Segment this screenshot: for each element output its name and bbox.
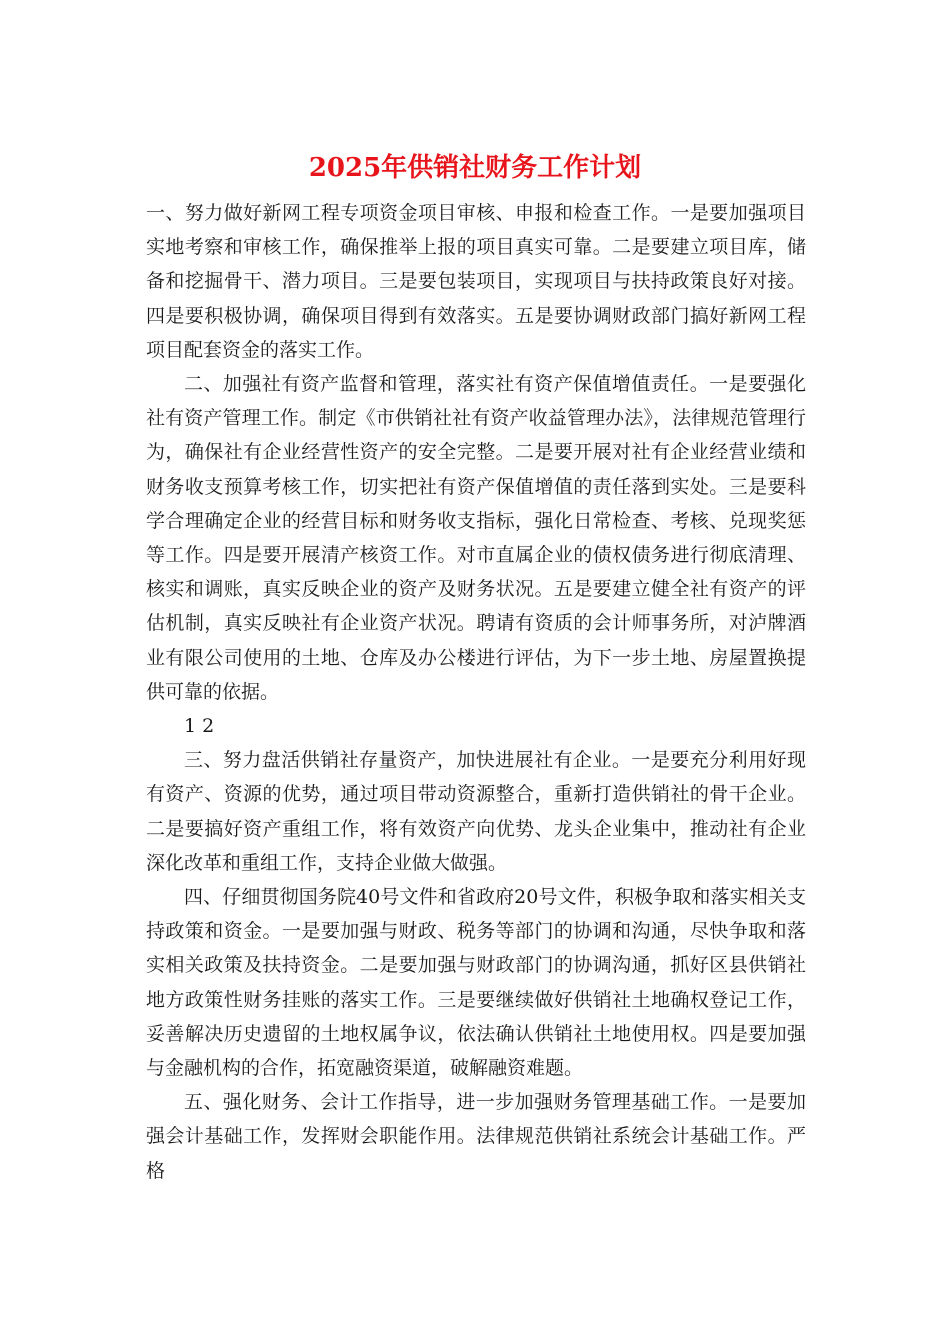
document-body [146, 196, 806, 1188]
paragraph-3: 三、努力盘活供销社存量资产，加快进展社有企业。一是要充分利用好现有资产、资源的优势，通过项目带动资源整合，重新打造供销社的骨干企业。二是要搞好资产重组工作，将有效资产向优势、龙头企业集中，推动社有企业深化改革和重组工作，支持企业做大做强。 [146, 749, 806, 874]
page-number-marker: 1 2 [184, 715, 215, 738]
paragraph-5: 五、强化财务、会计工作指导，进一步加强财务管理基础工作。一是要加强会计基础工作，发挥财会职能作用。法律规范供销社系统会计基础工作。严格 [146, 1091, 806, 1182]
paragraph-2: 二、加强社有资产监督和管理，落实社有资产保值增值责任。一是要强化社有资产管理工作。制定《市供销社社有资产收益管理办法》，法律规范管理行为，确保社有企业经营性资产的安全完整。二是要开展对社有企业经营业绩和财务收支预算考核工作，切实把社有资产保值增值的责任落到实处。三是要科学合理确定企业的经营目标和财务收支指标，强化日常检查、考核、兑现奖惩等工作。四是要开展清产核资工作。对市直属企业的债权债务进行彻底清理、核实和调账，真实反映企业的资产及财务状况。五是要建立健全社有资产的评估机制，真实反映社有企业资产状况。聘请有资质的会计师事务所，对泸牌酒业有限公司使用的土地、仓库及办公楼进行评估，为下一步土地、房屋置换提供可靠的依据。 [146, 373, 806, 703]
document-title: 2025年供销社财务工作计划 [308, 153, 642, 183]
paragraph-1: 一、努力做好新网工程专项资金项目审核、申报和检查工作。一是要加强项目实地考察和审核工作，确保推举上报的项目真实可靠。二是要建立项目库，储备和挖掘骨干、潜力项目。三是要包装项目，实现项目与扶持政策良好对接。四是要积极协调，确保项目得到有效落实。五是要协调财政部门搞好新网工程项目配套资金的落实工作。 [146, 202, 806, 361]
paragraph-4: 四、仔细贯彻国务院40号文件和省政府20号文件，积极争取和落实相关支持政策和资金。一是要加强与财政、税务等部门的协调和沟通，尽快争取和落实相关政策及扶持资金。二是要加强与财政部门的协调沟通，抓好区县供销社地方政策性财务挂账的落实工作。三是要继续做好供销社土地确权登记工作，妥善解决历史遗留的土地权属争议，依法确认供销社土地使用权。四是要加强与金融机构的合作，拓宽融资渠道，破解融资难题。 [146, 886, 806, 1080]
